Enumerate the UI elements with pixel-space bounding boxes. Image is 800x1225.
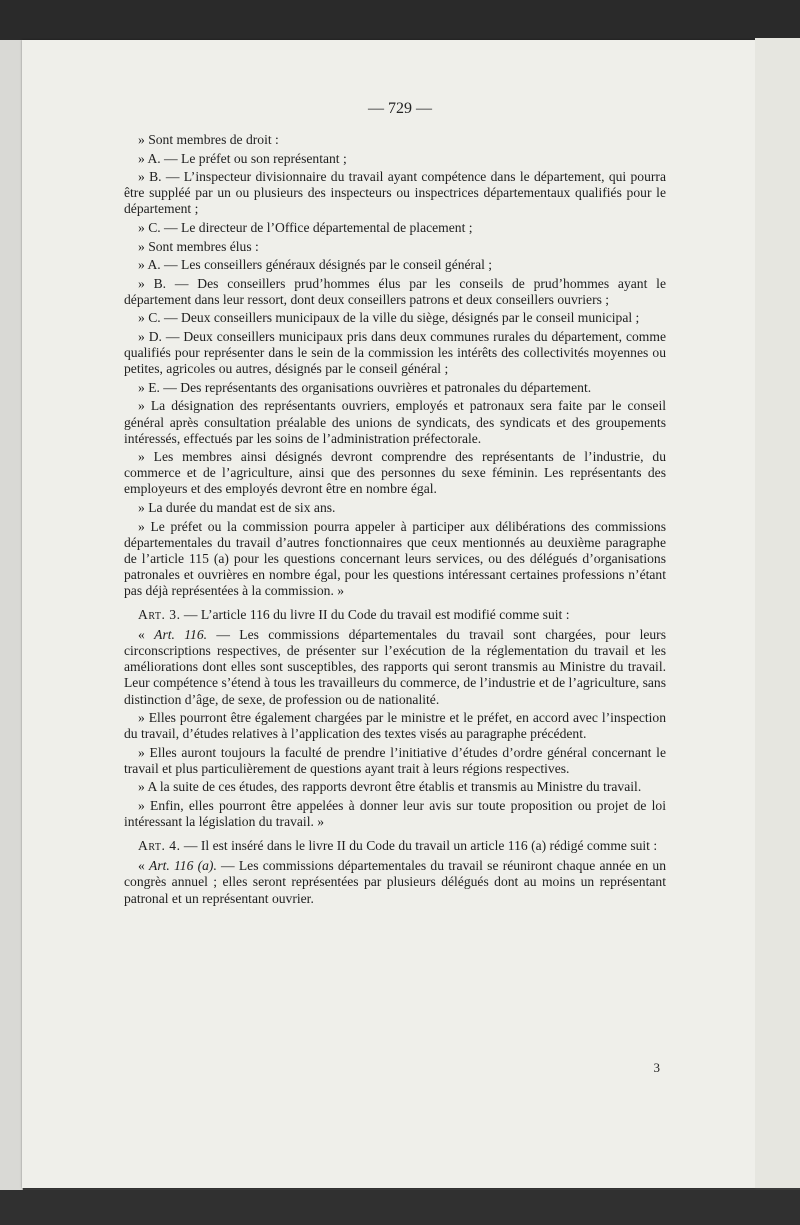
article-4 (124, 838, 666, 854)
paragraph: » E. — Des représentants des organisations ouvrières et patronales du département. (138, 379, 592, 395)
paragraph: » Sont membres élus : (138, 238, 259, 254)
paragraph: » La désignation des représentants ouvriers, employés et patronaux sera faite par le conseil général après consultation préalable des unions de syndicats, des syndicats et des groupements intéressés, effectués par les soins de l’administration préfectorale. (124, 398, 666, 446)
previous-page-edge (0, 40, 23, 1190)
paragraph: » A. — Les conseillers généraux désignés par le conseil général ; (138, 257, 493, 273)
document-body (124, 132, 666, 909)
paragraph: » D. — Deux conseillers municipaux pris dans deux communes rurales du département, comme qualifiés pour représenter dans le sein de la commission les intérêts des collectivités moyennes ou petites, agricoles ou autres, désignés par le conseil général ; (124, 329, 666, 377)
paragraph: » A la suite de ces études, des rapports devront être établis et transmis au Ministre du travail. (138, 779, 642, 795)
paragraph: » B. — Des conseillers prud’hommes élus par les conseils de prud’hommes ayant le département dans leur ressort, dont deux conseillers patrons et deux conseillers ouvriers ; (124, 275, 666, 307)
article-label: Art. 116 (a). (149, 858, 217, 874)
quote-mark: « (138, 858, 150, 874)
paragraph: » Elles pourront être également chargées par le ministre et le préfet, en accord avec l’inspection du travail, d’études relatives à l’application des textes visés au paragraphe précédent. (124, 710, 666, 742)
article-116a (124, 858, 666, 906)
paragraph: » Elles auront toujours la faculté de prendre l’initiative d’études d’ordre général concernant le travail et plus particulièrement de questions ayant trait à leurs régions respectives. (124, 744, 666, 776)
paragraph: » Les membres ainsi désignés devront comprendre des représentants de l’industrie, du commerce et de l’agriculture, ainsi que des personnes du sexe féminin. Les représentants des employeurs et des employés devront être en nombre égal. (124, 449, 666, 497)
article-label: Art. 3. (138, 607, 181, 623)
signature-number: 3 (653, 1060, 660, 1075)
quote-mark: « (138, 627, 155, 643)
article-label: Art. 116. (154, 627, 208, 643)
paragraph: » A. — Le préfet ou son représentant ; (138, 150, 347, 166)
article-text: — Il est inséré dans le livre II du Code du travail un article 116 (a) rédigé comme suit : (180, 838, 658, 854)
paragraph: » La durée du mandat est de six ans. (138, 499, 336, 515)
article-text: — Les commissions départementales du travail se réuniront chaque année en un congrès annuel ; elles seront représentées par plusieurs délégués dont au moins un représentant patronal et un représentant ouvrier. (124, 858, 666, 906)
scan-background-top (0, 0, 800, 40)
paragraph: » B. — L’inspecteur divisionnaire du travail ayant compétence dans le département, qui pourra être suppléé par un ou plusieurs des inspecteurs ou inspectrices départementaux qualifiés pour le département ; (124, 169, 666, 217)
paragraph: » C. — Le directeur de l’Office départemental de placement ; (138, 219, 473, 235)
article-label: Art. 4. (138, 838, 181, 854)
paragraph: » Sont membres de droit : (138, 132, 279, 147)
article-3 (124, 607, 666, 623)
page-margin-strip (755, 38, 800, 1188)
page-number: — 729 — (368, 100, 432, 117)
article-text: — L’article 116 du livre II du Code du travail est modifié comme suit : (180, 607, 570, 623)
paragraph: » Enfin, elles pourront être appelées à donner leur avis sur toute proposition ou projet de loi intéressant la législation du travail. » (124, 798, 666, 830)
article-116 (124, 627, 666, 707)
paragraph: » C. — Deux conseillers municipaux de la ville du siège, désignés par le conseil municipal ; (138, 310, 640, 326)
paragraph: » Le préfet ou la commission pourra appeler à participer aux délibérations des commissions départementales du travail d’autres fonctionnaires que ceux mentionnés au deuxième paragraphe de l’article 115 (a) pour les questions concernant leurs services, ou des délégués d’organisations patronales et ouvrières en nombre égal, pour les questions intéressant certaines professions n’étant pas déjà représentées à la commission. » (124, 518, 666, 598)
scan-background-bottom (0, 1190, 800, 1225)
article-text: — Les commissions départementales du travail sont chargées, pour leurs circonscriptions respectives, de présenter sur l’exécution de la réglementation du travail et les améliorations dont elles sont susceptibles, des rapports qui seront transmis au Ministre du travail. Leur compétence s’étend à tous les travailleurs du commerce, de l’industrie et de l’agriculture, sans distinction d’âge, de sexe, de profession ou de nationalité. (124, 627, 666, 707)
